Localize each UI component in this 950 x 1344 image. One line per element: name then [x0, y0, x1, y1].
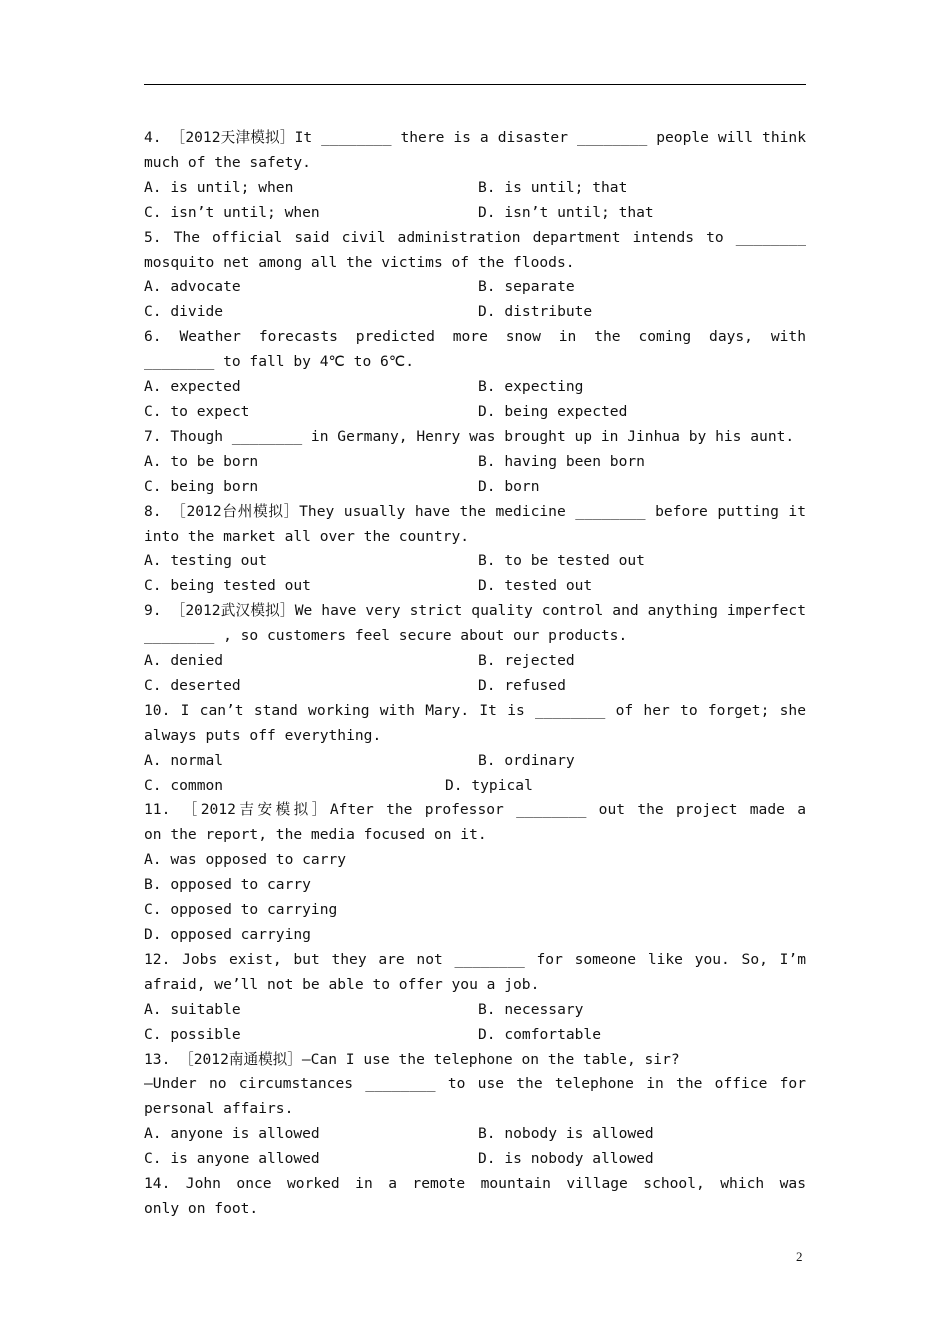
question-8-stem-line1: 8. ［2012台州模拟］They usually have the medicine ________ before putting it — [144, 502, 806, 520]
question-12-option-d[interactable]: D. comfortable — [478, 1025, 602, 1043]
question-7-options-cd — [144, 475, 806, 500]
question-10-stem-line1: 10. I can’t stand working with Mary. It is ________ of her to forget; she — [144, 701, 806, 719]
question-8-stem-line2: into the market all over the country. — [144, 527, 470, 545]
question-14-stem-line1: 14. John once worked in a remote mountain village school, which was — [144, 1175, 806, 1193]
question-11-option-c[interactable]: C. opposed to carrying — [144, 901, 338, 919]
question-6-stem-line1: 6. Weather forecasts predicted more snow in the coming days, with — [144, 328, 806, 346]
question-13-option-b[interactable]: B. nobody is allowed — [478, 1125, 654, 1143]
question-9-stem-line1: 9. ［2012武汉模拟］We have very strict quality control and anything imperfect — [144, 602, 806, 620]
question-5-options-cd — [144, 300, 806, 325]
question-4-option-c[interactable]: C. isn’t until; when — [144, 203, 320, 221]
question-7-options-ab — [144, 450, 806, 475]
question-13-option-c[interactable]: C. is anyone allowed — [144, 1150, 320, 1168]
question-8-option-b[interactable]: B. to be tested out — [478, 552, 645, 570]
question-9-stem-line2: ________ , so customers feel secure about our products. — [144, 627, 628, 645]
question-7-option-d[interactable]: D. born — [478, 477, 540, 495]
question-4-options-cd — [144, 201, 806, 226]
question-6-stem-line2: ________ to fall by 4℃ to 6℃. — [144, 353, 415, 371]
question-10-option-a[interactable]: A. normal — [144, 751, 224, 769]
question-12-stem-line2: afraid, we’ll not be able to offer you a job. — [144, 975, 540, 993]
question-12-option-b[interactable]: B. necessary — [478, 1000, 584, 1018]
question-10-option-c[interactable]: C. common — [144, 776, 224, 794]
question-4-stem-line2: much of the safety. — [144, 153, 311, 171]
question-7-option-c[interactable]: C. being born — [144, 477, 259, 495]
question-7-stem-line1: 7. Though ________ in Germany, Henry was brought up in Jinhua by his aunt. — [144, 427, 795, 445]
question-4-option-b[interactable]: B. is until; that — [478, 178, 628, 196]
question-9-option-d[interactable]: D. refused — [478, 676, 566, 694]
question-5-option-d[interactable]: D. distribute — [478, 303, 593, 321]
question-10-stem-line2: always puts off everything. — [144, 726, 382, 744]
question-5-option-a[interactable]: A. advocate — [144, 278, 241, 296]
question-12-options-ab — [144, 998, 806, 1023]
question-5-options-ab — [144, 275, 806, 300]
question-11-option-b[interactable]: B. opposed to carry — [144, 876, 311, 894]
question-9-option-b[interactable]: B. rejected — [478, 652, 575, 670]
question-5-option-b[interactable]: B. separate — [478, 278, 575, 296]
question-8-options-cd — [144, 574, 806, 599]
question-4-options-ab — [144, 176, 806, 201]
question-13-options-ab — [144, 1122, 806, 1147]
question-5-stem-line2: mosquito net among all the victims of the floods. — [144, 253, 575, 271]
question-9-options-cd — [144, 674, 806, 699]
page-number: 2 — [796, 1249, 803, 1264]
question-14-stem-line2: only on foot. — [144, 1199, 259, 1217]
question-13-stem-line2: —Under no circumstances ________ to use the telephone in the office for — [144, 1075, 806, 1093]
question-8-option-c[interactable]: C. being tested out — [144, 577, 311, 595]
question-4-option-d[interactable]: D. isn’t until; that — [478, 203, 654, 221]
question-6-option-c[interactable]: C. to expect — [144, 402, 250, 420]
question-list — [144, 126, 806, 1222]
question-7-option-b[interactable]: B. having been born — [478, 452, 645, 470]
question-7-option-a[interactable]: A. to be born — [144, 452, 259, 470]
question-13-stem-line3: personal affairs. — [144, 1100, 294, 1118]
question-13-stem-line1: 13. ［2012南通模拟］—Can I use the telephone on the table, sir? — [144, 1050, 680, 1068]
question-12-options-cd — [144, 1023, 806, 1048]
question-6-options-cd — [144, 400, 806, 425]
question-8-option-d[interactable]: D. tested out — [478, 577, 593, 595]
question-10-options-cd — [144, 774, 806, 799]
question-6-option-a[interactable]: A. expected — [144, 378, 241, 396]
question-6-option-d[interactable]: D. being expected — [478, 402, 628, 420]
question-11-stem-line1: 11. ［2012吉安模拟］After the professor ________ out the project made a — [144, 801, 806, 819]
question-12-option-c[interactable]: C. possible — [144, 1025, 241, 1043]
question-12-stem-line1: 12. Jobs exist, but they are not ________ for someone like you. So, I’m — [144, 950, 806, 968]
question-11-option-d[interactable]: D. opposed carrying — [144, 926, 311, 943]
question-6-options-ab — [144, 375, 806, 400]
question-5-stem-line1: 5. The official said civil administration department intends to ________ — [144, 228, 806, 246]
question-10-options-ab — [144, 749, 806, 774]
question-13-options-cd — [144, 1147, 806, 1172]
question-13-option-d[interactable]: D. is nobody allowed — [478, 1150, 654, 1168]
question-6-option-b[interactable]: B. expecting — [478, 378, 584, 396]
question-8-option-a[interactable]: A. testing out — [144, 552, 268, 570]
question-4-option-a[interactable]: A. is until; when — [144, 178, 294, 196]
question-4-stem-line1: 4. ［2012天津模拟］It ________ there is a disaster ________ people will think — [144, 129, 806, 146]
question-11-stem-line2: on the report, the media focused on it. — [144, 826, 487, 844]
header-rule — [144, 84, 806, 85]
question-13-option-a[interactable]: A. anyone is allowed — [144, 1125, 320, 1143]
question-10-option-d[interactable]: D. typical — [445, 776, 533, 794]
question-9-options-ab — [144, 649, 806, 674]
question-8-options-ab — [144, 549, 806, 574]
question-9-option-c[interactable]: C. deserted — [144, 676, 241, 694]
question-5-option-c[interactable]: C. divide — [144, 303, 224, 321]
question-11-option-a[interactable]: A. was opposed to carry — [144, 851, 347, 869]
question-9-option-a[interactable]: A. denied — [144, 652, 224, 670]
question-10-option-b[interactable]: B. ordinary — [478, 751, 575, 769]
question-12-option-a[interactable]: A. suitable — [144, 1000, 241, 1018]
